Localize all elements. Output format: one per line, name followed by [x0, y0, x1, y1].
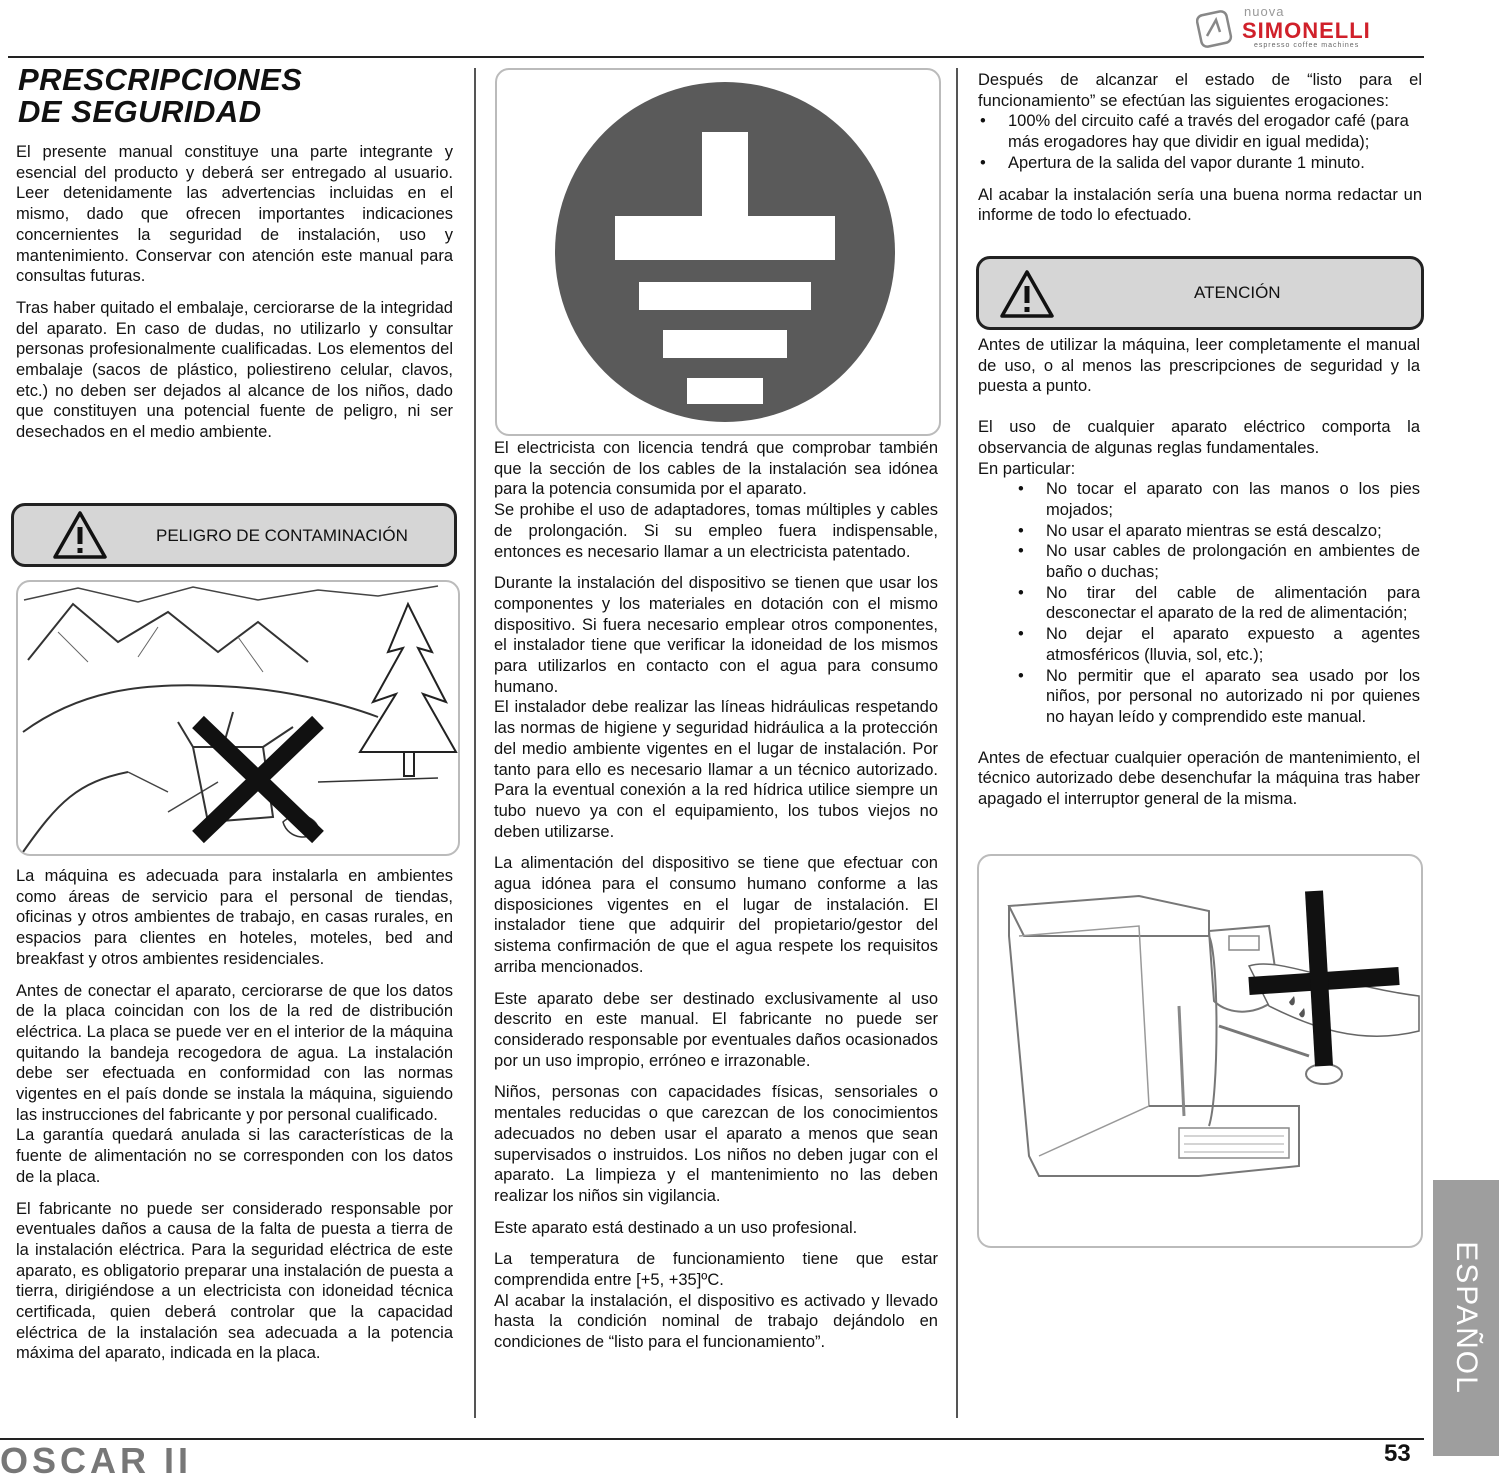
middle-column-text: [494, 438, 938, 1364]
column-divider-1: [474, 68, 476, 1418]
right-paragraph-2: Al acabar la instalación sería una buena norma redactar un informe de todo lo efectuado.: [978, 185, 1422, 225]
machine-illustration: [977, 854, 1423, 1248]
list-item: • No tocar el aparato con las manos o los pies mojados;: [1018, 480, 1420, 519]
middle-paragraph-2: Se prohibe el uso de adaptadores, tomas múltiples y cables de prolongación. Si su empleo fuera indispensable, entonces es necesario llamar a un electricista patentado.: [494, 501, 938, 561]
footer-model-name: OSCAR II: [0, 1440, 193, 1481]
right-paragraph-1: Después de alcanzar el estado de “listo para el funcionamiento” se efectúan las siguientes erogaciones:: [978, 71, 1422, 110]
middle-paragraph-5: La alimentación del dispositivo se tiene que efectuar con agua idónea para el consumo humano conforme a las disposiciones vigentes en el lugar de instalación. El instalador tiene que adquirir del propietario/gestor del sistema confirmación de que el agua respete los requisitos arriba mencionados.: [494, 854, 938, 976]
left-paragraph-3: La máquina es adecuada para instalarla en ambientes como áreas de servicio para el personal de tiendas, oficinas y otros ambientes de trabajo, en casas rurales, en espacios para clientes en hoteles, moteles, bed and breakfast y otros ambientes residenciales.: [16, 867, 453, 968]
page-title: [18, 64, 302, 128]
landscape-illustration: [16, 580, 460, 856]
left-paragraph-1: El presente manual constituye una parte integrante y esencial del producto y deberá ser entregado al usuario. Leer detenidamente las advertencias incluidas en el mismo, dado que ofrecen importantes indicaciones concernientes la seguridad de instalación, uso y mantenimiento. Conservar con atención este manual para consultas futuras.: [16, 143, 453, 286]
list-item: • 100% del circuito café a través del erogador café (para más erogadores hay que dividir en igual medida);: [980, 112, 1409, 152]
left-column-bottom: [16, 866, 453, 1375]
left-paragraph-2: Tras haber quitado el embalaje, cerciorarse de la integridad del aparato. En caso de dudas, no utilizarlo y consultar personas profesionalmente cualificadas. Los elementos del embalaje (sacos de plástico, poliestireno celular, clavos, etc.) no deben ser dejados al alcance de los niños, dado que constituyen una potencial fuente de peligro, ni ser desechados en el medio ambiente.: [16, 298, 453, 442]
brand-logo: [1196, 4, 1426, 52]
footer-rule: [0, 1438, 1424, 1440]
list-item: • Apertura de la salida del vapor durante 1 minuto.: [980, 153, 1365, 172]
right-column-middle: [978, 335, 1420, 821]
safety-rules-list: [978, 479, 1420, 727]
list-item: • No permitir que el aparato sea usado por los niños, por personal no autorizado ni por quienes no hayan leído y comprendido este manual.: [1018, 666, 1420, 726]
middle-paragraph-3: Durante la instalación del dispositivo se tienen que usar los componentes y los materiales en dotación con el mismo dispositivo. Si fuera necesario emplear otros componentes, el instalador tiene que verificar la idoneidad de los mismos para utilizarlos en contacto con el agua para consumo humano.: [494, 574, 938, 696]
left-paragraph-6: El fabricante no puede ser considerado responsable por eventuales daños a causa de la falta de puesta a tierra de la instalación eléctrica. Para la seguridad eléctrica de este aparato, es obligatorio preparar una instalación de puesta a tierra, dirigiéndose a un electricista con idoneidad técnica certificada, quien deberá controlar que la capacidad eléctrica de la instalación sea adecuada a la potencia máxima del aparato, indicada en la placa.: [16, 1199, 453, 1363]
brand-tagline: espresso coffee machines: [1254, 42, 1360, 49]
brand-small: nuova: [1244, 4, 1285, 19]
middle-paragraph-1: El electricista con licencia tendrá que comprobar también que la sección de los cables de la instalación sea idónea para la potencia consumida por el aparato.: [494, 439, 938, 499]
list-item: • No usar el aparato mientras se está descalzo;: [1018, 521, 1382, 540]
no-littering-illustration-icon: [18, 582, 458, 854]
warning-triangle-icon: [52, 510, 108, 560]
attention-warning-box: [976, 256, 1424, 330]
middle-paragraph-4: El instalador debe realizar las líneas hidráulicas respetando las normas de higiene y seguridad hidráulica a la protección del medio ambiente vigentes en el lugar de instalación. Por tanto para ello es necesario llamar a un técnico autorizado. Para la eventual conexión a la red hídrica utilice siempre un tubo nuevo ya con el equipamiento, los tubos viejos no deben utilizarse.: [494, 698, 938, 841]
left-paragraph-4: Antes de conectar el aparato, cerciorarse de que los datos de la placa coincidan con los de la red de distribución eléctrica. La placa se puede ver en el interior de la máquina quitando la bandeja recogedora de agua. La instalación debe ser efectuada en conformidad con las normas vigentes en el país donde se instala la máquina, siguiendo las instrucciones del fabricante y por personal cualificado.: [16, 981, 453, 1124]
middle-paragraph-6: Este aparato debe ser destinado exclusivamente al uso descrito en este manual. El fabricante no puede ser considerado responsable por eventuales daños ocasionados por un uso impropio, erróneo e irrazonable.: [494, 989, 938, 1070]
right-paragraph-4: El uso de cualquier aparato eléctrico comporta la observancia de algunas reglas fundamentales.: [978, 418, 1420, 457]
right-paragraph-5: Antes de efectuar cualquier operación de mantenimiento, el técnico autorizado debe desenchufar la máquina tras haber apagado el interruptor general de la misma.: [978, 748, 1420, 809]
middle-paragraph-7: Niños, personas con capacidades físicas, sensoriales o mentales reducidas o que carezcan de los conocimientos adecuados no deben usar el aparato a menos que sean supervisados o instruidos. Los niños no deben jugar con el aparato. La limpieza y el mantenimiento no las deben realizar los niños sin vigilancia.: [494, 1083, 938, 1205]
right-column-top: [978, 70, 1422, 237]
erogation-list: [978, 111, 1422, 173]
list-item: • No usar cables de prolongación en ambientes de baño o duchas;: [1018, 542, 1420, 582]
right-paragraph-4b: En particular:: [978, 459, 1076, 478]
language-tab-label: ESPAÑOL: [1450, 1241, 1483, 1395]
ground-symbol-frame: [495, 68, 941, 436]
contamination-warning-box: [11, 503, 457, 567]
left-column-top: [16, 142, 453, 454]
right-paragraph-3: Antes de utilizar la máquina, leer completamente el manual de uso, o al menos las prescripciones de seguridad y la puesta a punto.: [978, 336, 1420, 396]
list-item: • No dejar el aparato expuesto a agentes atmosféricos (lluvia, sol, etc.);: [1018, 625, 1420, 664]
attention-warning-label: ATENCIÓN: [1194, 283, 1281, 302]
title-line-2: DE SEGURIDAD: [18, 94, 262, 129]
ground-symbol-icon: [553, 80, 897, 424]
header-rule: [8, 56, 1424, 58]
column-divider-2: [956, 68, 958, 1418]
page-number: 53: [1384, 1440, 1411, 1467]
title-line-1: PRESCRIPCIONES: [18, 62, 303, 97]
middle-paragraph-10: Al acabar la instalación, el dispositivo es activado y llevado hasta la condición nominal de trabajo dejándolo en condiciones de “listo para el funcionamiento”.: [494, 1291, 938, 1352]
language-tab: [1433, 1180, 1499, 1456]
brand-name: SIMONELLI: [1242, 18, 1371, 43]
left-paragraph-5: La garantía quedará anulada si las características de la fuente de alimentación no se corresponden con los datos de la placa.: [16, 1126, 453, 1186]
middle-paragraph-8: Este aparato está destinado a un uso profesional.: [494, 1218, 858, 1237]
list-item: • No tirar del cable de alimentación para desconectar el aparato de la red de alimentación;: [1018, 583, 1420, 623]
warning-triangle-icon: [999, 269, 1055, 319]
contamination-warning-label: PELIGRO DE CONTAMINACIÓN: [156, 526, 408, 545]
brand-emblem-icon: [1196, 10, 1236, 50]
middle-paragraph-9: La temperatura de funcionamiento tiene que estar comprendida entre [+5, +35]ºC.: [494, 1250, 938, 1290]
no-wet-hands-illustration-icon: [979, 856, 1421, 1246]
